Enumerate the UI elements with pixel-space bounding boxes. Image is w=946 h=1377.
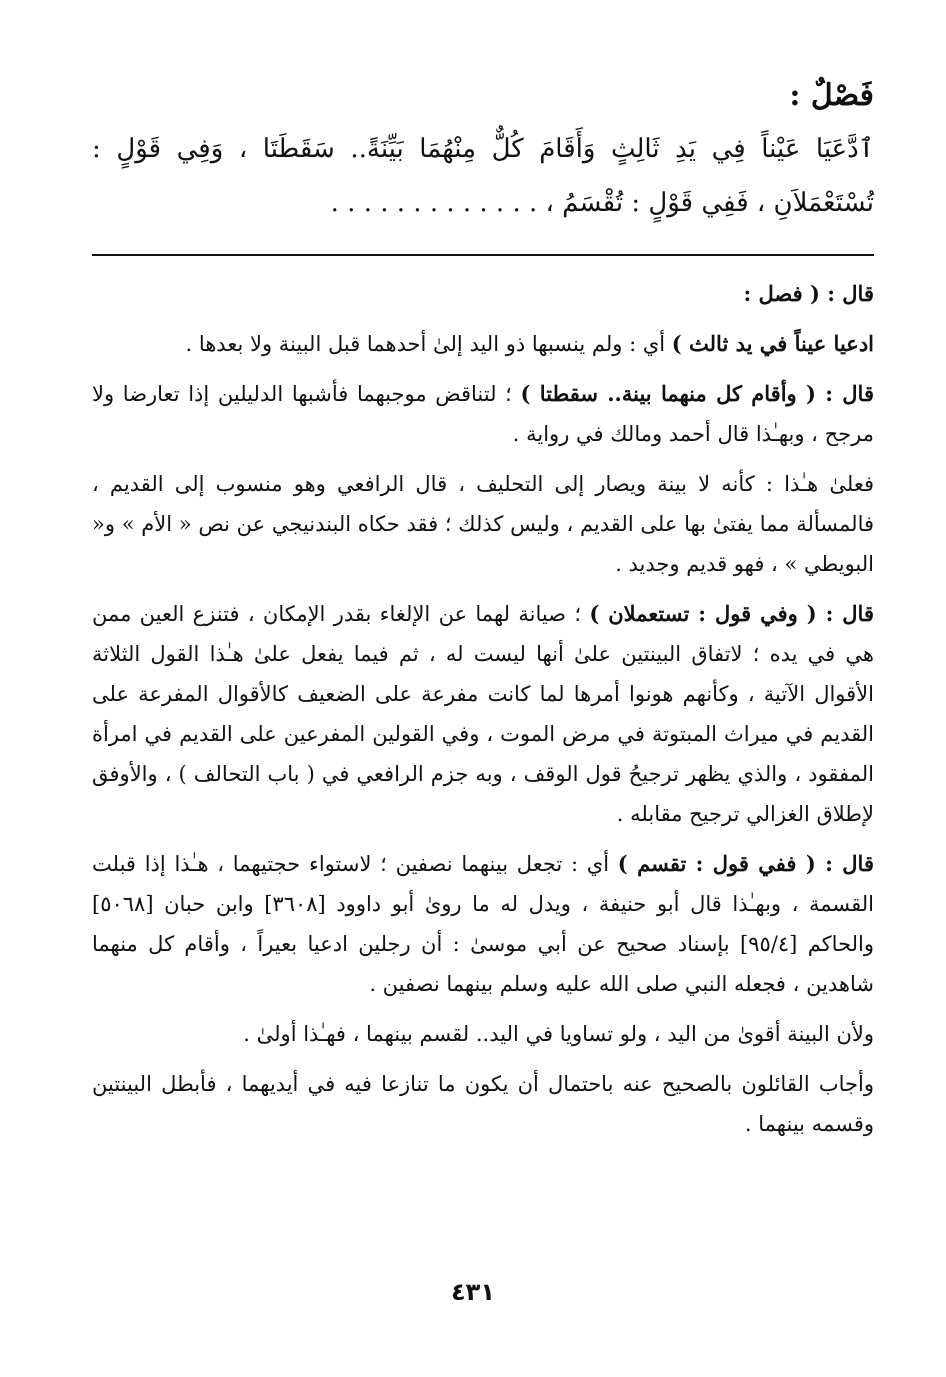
commentary-paragraph: [92, 464, 874, 584]
commentary-paragraph: [92, 1014, 874, 1054]
commentary-text: أي : ولم ينسبها ذو اليد إلىٰ أحدهما قبل البينة ولا بعدها .: [185, 332, 672, 356]
commentary-text: ولأن البينة أقوىٰ من اليد ، ولو تساويا في اليد.. لقسم بينهما ، فهـٰذا أولىٰ .: [243, 1022, 874, 1046]
book-page: [92, 70, 874, 1154]
commentary-lead: ادعيا عيناً في يد ثالث ): [671, 331, 874, 356]
commentary-paragraph: [92, 1064, 874, 1144]
commentary-lead: قال : ( وفي قول : تستعملان ): [589, 601, 874, 626]
matn-section-title: فَصْلٌ :: [789, 78, 874, 113]
commentary: [92, 274, 874, 1144]
matn-divider: [92, 254, 874, 256]
commentary-paragraph: [92, 324, 874, 364]
commentary-paragraph: [92, 844, 874, 1004]
commentary-lead: قال : ( فصل :: [743, 281, 874, 306]
commentary-text: فعلىٰ هـٰذا : كأنه لا بينة ويصار إلى التحليف ، قال الرافعي وهو منسوب إلى القديم ، فالمسألة مما يفتىٰ بها على القديم ، وليس كذلك ؛ فقد حكاه البندنيجي عن نص « الأم » و« البويطي » ، فهو قديم وجديد .: [92, 472, 874, 576]
commentary-paragraph: [92, 594, 874, 834]
commentary-paragraph: [92, 274, 874, 314]
commentary-text: وأجاب القائلون بالصحيح عنه باحتمال أن يكون ما تنازعا فيه في أيديهما ، فأبطل البينتين وقسمه بينهما .: [92, 1072, 874, 1136]
commentary-text: أي : تجعل بينهما نصفين ؛ لاستواء حجتيهما ، هـٰذا إذا قبلت القسمة ، وبهـٰذا قال أبو حنيفة ، ويدل له ما روىٰ أبو داوود [٣٦٠٨] وابن حبان [٥٠٦٨] والحاكم [٩٥/٤] بإسناد صحيح عن أبي موسىٰ : أن رجلين ادعيا بعيراً ، وأقام كل منهما شاهدين ، فجعله النبي صلى الله عليه وسلم بينهما نصفين .: [92, 852, 875, 996]
commentary-text: ؛ صيانة لهما عن الإلغاء بقدر الإمكان ، فتنزع العين ممن هي في يده ؛ لاتفاق البينتين علىٰ أنها ليست له ، ثم فيما يفعل علىٰ هـٰذا القول الثلاثة الأقوال الآتية ، وكأنهم هونوا أمرها لما كانت مفرعة على الضعيف كالأقوال المفرعة على القديم في ميراث المبتوتة في مرض الموت ، وفي القولين المفرعين على القديم في امرأة المفقود ، والذي يظهر ترجيحُ قول الوقف ، وبه جزم الرافعي في ( باب التحالف ) ، والأوفق لإطلاق الغزالي ترجيح مقابله .: [92, 602, 874, 826]
page-number: ٤٣١: [451, 1278, 495, 1306]
commentary-paragraph: [92, 374, 874, 454]
commentary-lead: قال : ( وأقام كل منهما بينة.. سقطتا ): [520, 381, 874, 406]
commentary-text: ؛ لتناقض موجبهما فأشبها الدليلين إذا تعارضا ولا مرجح ، وبهـٰذا قال أحمد ومالك في رواية .: [92, 382, 874, 446]
matn-text: ٱدَّعَيَا عَيْناً فِي يَدِ ثَالِثٍ وَأَقَامَ كُلٌّ مِنْهُمَا بَيِّنَةً.. سَقَطَتَا ، وَفِي قَوْلٍ : تُسْتَعْمَلاَنِ ، فَفِي قَوْلٍ : تُقْسَمُ ، . . . . . . . . . . . . .: [92, 134, 874, 218]
commentary-lead: قال : ( ففي قول : تقسم ): [617, 851, 874, 876]
